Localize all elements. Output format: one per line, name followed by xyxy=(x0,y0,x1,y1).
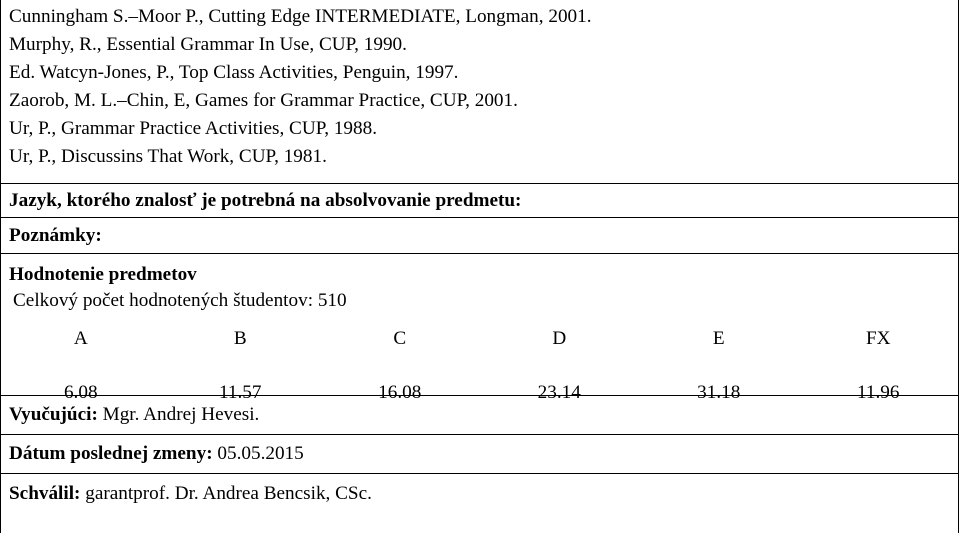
reference-item: Ur, P., Grammar Practice Activities, CUP, 1988. xyxy=(9,118,378,140)
grade-header: A xyxy=(73,328,88,349)
last-change-value xyxy=(213,443,304,465)
grade-header-row xyxy=(1,326,958,352)
approved-row xyxy=(1,474,958,513)
last-change-row xyxy=(1,435,958,474)
grade-percentage: 16.08 xyxy=(378,382,422,403)
references-section xyxy=(1,0,958,184)
notes-label: Poznámky: xyxy=(9,224,102,246)
grade-percentage: 6.08 xyxy=(63,382,98,403)
grade-percentage: 31.18 xyxy=(697,382,741,403)
grade-percentage: 23.14 xyxy=(537,382,581,403)
notes-row xyxy=(1,218,958,254)
teacher-label: Vyučujúci: xyxy=(9,404,98,425)
grade-value-row xyxy=(1,364,958,406)
grade-percentage: 11.96 xyxy=(857,382,900,403)
grade-header: FX xyxy=(865,328,891,349)
last-change-date: 05.05.2015 xyxy=(217,443,304,464)
reference-item: Ur, P., Discussins That Work, CUP, 1981. xyxy=(9,146,327,168)
approved-label: Schválil: xyxy=(9,482,81,504)
teacher-value xyxy=(98,404,259,426)
grade-header: B xyxy=(233,328,247,349)
evaluation-total: Celkový počet hodnotených študentov: 510 xyxy=(13,290,347,311)
approved-name: garantprof. Dr. Andrea Bencsik, CSc. xyxy=(85,482,372,504)
grade-percentage: 11.57 xyxy=(219,382,262,403)
reference-item: Zaorob, M. L.–Chin, E, Games for Grammar Practice, CUP, 2001. xyxy=(9,90,518,112)
grade-header: E xyxy=(712,328,725,349)
reference-item: Murphy, R., Essential Grammar In Use, CUP, 1990. xyxy=(9,34,407,56)
reference-item: Ed. Watcyn-Jones, P., Top Class Activities, Penguin, 1997. xyxy=(9,62,459,84)
grade-header: C xyxy=(393,328,407,349)
language-label: Jazyk, ktorého znalosť je potrebná na absolvovanie predmetu: xyxy=(9,189,522,211)
reference-item: Cunningham S.–Moor P., Cutting Edge INTERMEDIATE, Longman, 2001. xyxy=(9,6,592,27)
grade-header: D xyxy=(552,328,567,349)
evaluation-title: Hodnotenie predmetov xyxy=(9,264,197,285)
approved-value xyxy=(80,483,371,505)
evaluation-section xyxy=(1,254,958,403)
last-change-label: Dátum poslednej zmeny: xyxy=(9,443,213,464)
teacher-name: Mgr. Andrej Hevesi. xyxy=(102,404,260,425)
language-row xyxy=(1,184,958,218)
